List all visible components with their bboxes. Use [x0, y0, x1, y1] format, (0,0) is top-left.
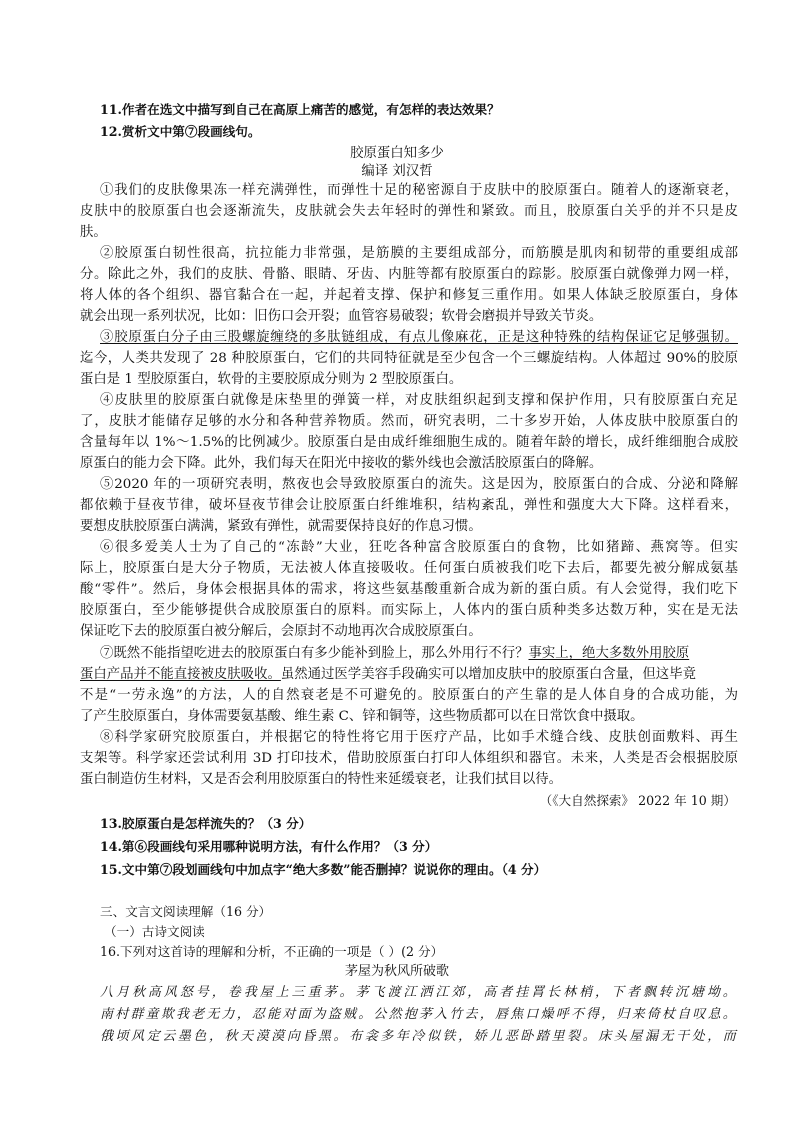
poem-line: 俄顷风定云墨色，秋天漠漠向昏黑。布衾多年冷似铁，娇儿恶卧踏里裂。床头屋漏无干处，而: [100, 1029, 736, 1044]
article-line: 就会出现一系列状况，比如：旧伤口会开裂；血管容易破裂；软骨会磨损并导致关节炎。: [80, 309, 603, 324]
question-11: 11.作者在选文中描写到自己在高原上痛苦的感觉，有怎样的表达效果？: [100, 102, 500, 117]
article-text: 虽然通过医学美容手段确实可以增加皮肤中的胶原蛋白含量，但这毕竟: [280, 667, 696, 682]
article-line: 都依赖于昼夜节律，破坏昼夜节律会让胶原蛋白纤维堆积，结构紊乱，弹性和强度大大下降。这样看来，: [80, 498, 738, 513]
article-line: 原蛋白的能力会下降。此外，我们每天在阳光中接收的紫外线也会激活胶原蛋白的降解。: [80, 456, 603, 471]
article-line: 酸“零件”。然后，身体会根据具体的需求，将这些氨基酸重新合成为新的蛋白质。有人会觉得，我们吃下: [80, 582, 738, 597]
underlined-sentence-para3: ③胶原蛋白分子由三股螺旋缠绕的多肽链组成，有点儿像麻花，正是这种特殊的结构保证它足够强韧。: [100, 330, 738, 345]
question-13: 13.胶原蛋白是怎样流失的？（3 分）: [100, 816, 312, 831]
article-line: 了，皮肤才能储存足够的水分和各种营养物质。然而，研究表明，二十多岁开始，人体皮肤中胶原蛋白的: [80, 414, 738, 429]
poem-title: 茅屋为秋风所破歌: [344, 964, 449, 979]
article-line: ④皮肤里的胶原蛋白就像是床垫里的弹簧一样，对皮肤组织起到支撑和保护作用，只有胶原蛋白充足: [100, 393, 738, 408]
article-line: 将人体的各个组织、器官黏合在一起，并起着支撑、保护和修复三重作用。如果人体缺乏胶原蛋白，身体: [80, 288, 738, 303]
question-15: 15.文中第⑦段划画线句中加点字“绝大多数”能否删掉？说说你的理由。（4 分）: [100, 862, 547, 877]
article-line: 皮肤中的胶原蛋白也会逐渐流失，皮肤就会失去年轻时的弹性和紧致。而且，胶原蛋白关乎的并不只是皮: [80, 204, 738, 219]
article-author: 编译 刘汉哲: [361, 164, 433, 179]
subsection-heading: （一）古诗文阅读: [104, 924, 205, 939]
article-line: ⑥很多爱美人士为了自己的“冻龄”大业，狂吃各种富含胶原蛋白的食物，比如猪蹄、燕窝等。但实: [100, 540, 738, 555]
question-16: 16.下列对这首诗的理解和分析，不正确的一项是（ ）(2 分）: [100, 944, 444, 959]
underlined-sentence-para7-start: 事实上，绝大多数外用胶原: [528, 646, 690, 661]
article-line: 蛋白是 1 型胶原蛋白，软骨的主要胶原成分则为 2 型胶原蛋白。: [80, 372, 463, 387]
article-line: 了产生胶原蛋白，身体需要氨基酸、维生素 C、锌和铜等，这些物质都可以在日常饮食中摄取。: [80, 709, 644, 724]
article-line: 蛋白制造仿生材料，又是否会利用胶原蛋白的特性来延缓衰老，让我们拭目以待。: [80, 772, 563, 787]
section-heading: 三、文言文阅读理解（16 分）: [100, 904, 272, 919]
article-title: 胶原蛋白知多少: [350, 146, 444, 161]
question-14: 14.第⑥段画线句采用哪种说明方法，有什么作用？（3 分）: [100, 839, 438, 854]
poem-line: 八月秋高风怒号，卷我屋上三重茅。茅飞渡江洒江郊，高者挂罥长林梢，下者飘转沉塘坳。: [100, 985, 736, 1000]
article-line: 际上，胶原蛋白是大分子物质，无法被人体直接吸收。任何蛋白质被我们吃下去后，都要先被分解成氨基: [80, 561, 738, 576]
article-line: 不是“一劳永逸”的方法，人的自然衰老是不可避免的。胶原蛋白的产生靠的是人体自身的合成功能，为: [80, 688, 738, 703]
article-line: 胶原蛋白，至少能够提供合成胶原蛋白的原料。而实际上，人体内的蛋白质种类多达数万种，实在是无法: [80, 603, 738, 618]
article-line: ②胶原蛋白韧性很高，抗拉能力非常强，是筋膜的主要组成部分，而筋膜是肌肉和韧带的重要组成部: [100, 246, 738, 261]
underlined-sentence-para7-end: 蛋白产品并不能直接被皮肤吸收。: [80, 667, 281, 682]
article-source: （《大自然探索》 2022 年 10 期）: [539, 793, 736, 808]
article-line: 迄今，人类共发现了 28 种胶原蛋白，它们的共同特征就是至少包含一个三螺旋结构。人体超过 90%的胶原: [80, 351, 738, 366]
question-12: 12.赏析文中第⑦段画线句。: [100, 124, 261, 139]
article-line: 肤。: [80, 225, 107, 240]
article-line: ①我们的皮肤像果冻一样充满弹性，而弹性十足的秘密源自于皮肤中的胶原蛋白。随着人的逐渐衰老，: [100, 183, 738, 198]
article-line: 分。除此之外，我们的皮肤、骨骼、眼睛、牙齿、内脏等都有胶原蛋白的踪影。胶原蛋白就像弹力网一样，: [80, 267, 738, 282]
article-line: ⑧科学家研究胶原蛋白，并根据它的特性将它用于医疗产品，比如手术缝合线、皮肤创面敷料、再生: [100, 730, 738, 745]
article-line-para7: [100, 645, 738, 662]
article-line-para7b: [80, 666, 738, 683]
article-line: 要想皮肤胶原蛋白满满，紧致有弹性，就需要保持良好的作息习惯。: [80, 519, 482, 534]
article-line: ⑤2020 年的一项研究表明，熬夜也会导致胶原蛋白的流失。这是因为，胶原蛋白的合成、分泌和降解: [100, 477, 738, 492]
article-line: 保证吃下去的胶原蛋白被分解后，会原封不动地再次合成胶原蛋白。: [80, 624, 482, 639]
article-line: 支架等。科学家还尝试利用 3D 打印技术，借助胶原蛋白打印人体组织和器官。未来，人类是否会根据胶原: [80, 751, 738, 766]
poem-line: 南村群童欺我老无力，忍能对面为盗贼。公然抱茅入竹去，唇焦口燥呼不得，归来倚杖自叹息。: [100, 1007, 736, 1022]
article-text: ⑦既然不能指望吃进去的胶原蛋白有多少能补到脸上，那么外用行不行？: [100, 646, 529, 661]
article-line: 含量每年以 1%～1.5%的比例减少。胶原蛋白是由成纤维细胞生成的。随着年龄的增长，成纤维细胞合成胶: [80, 435, 738, 450]
